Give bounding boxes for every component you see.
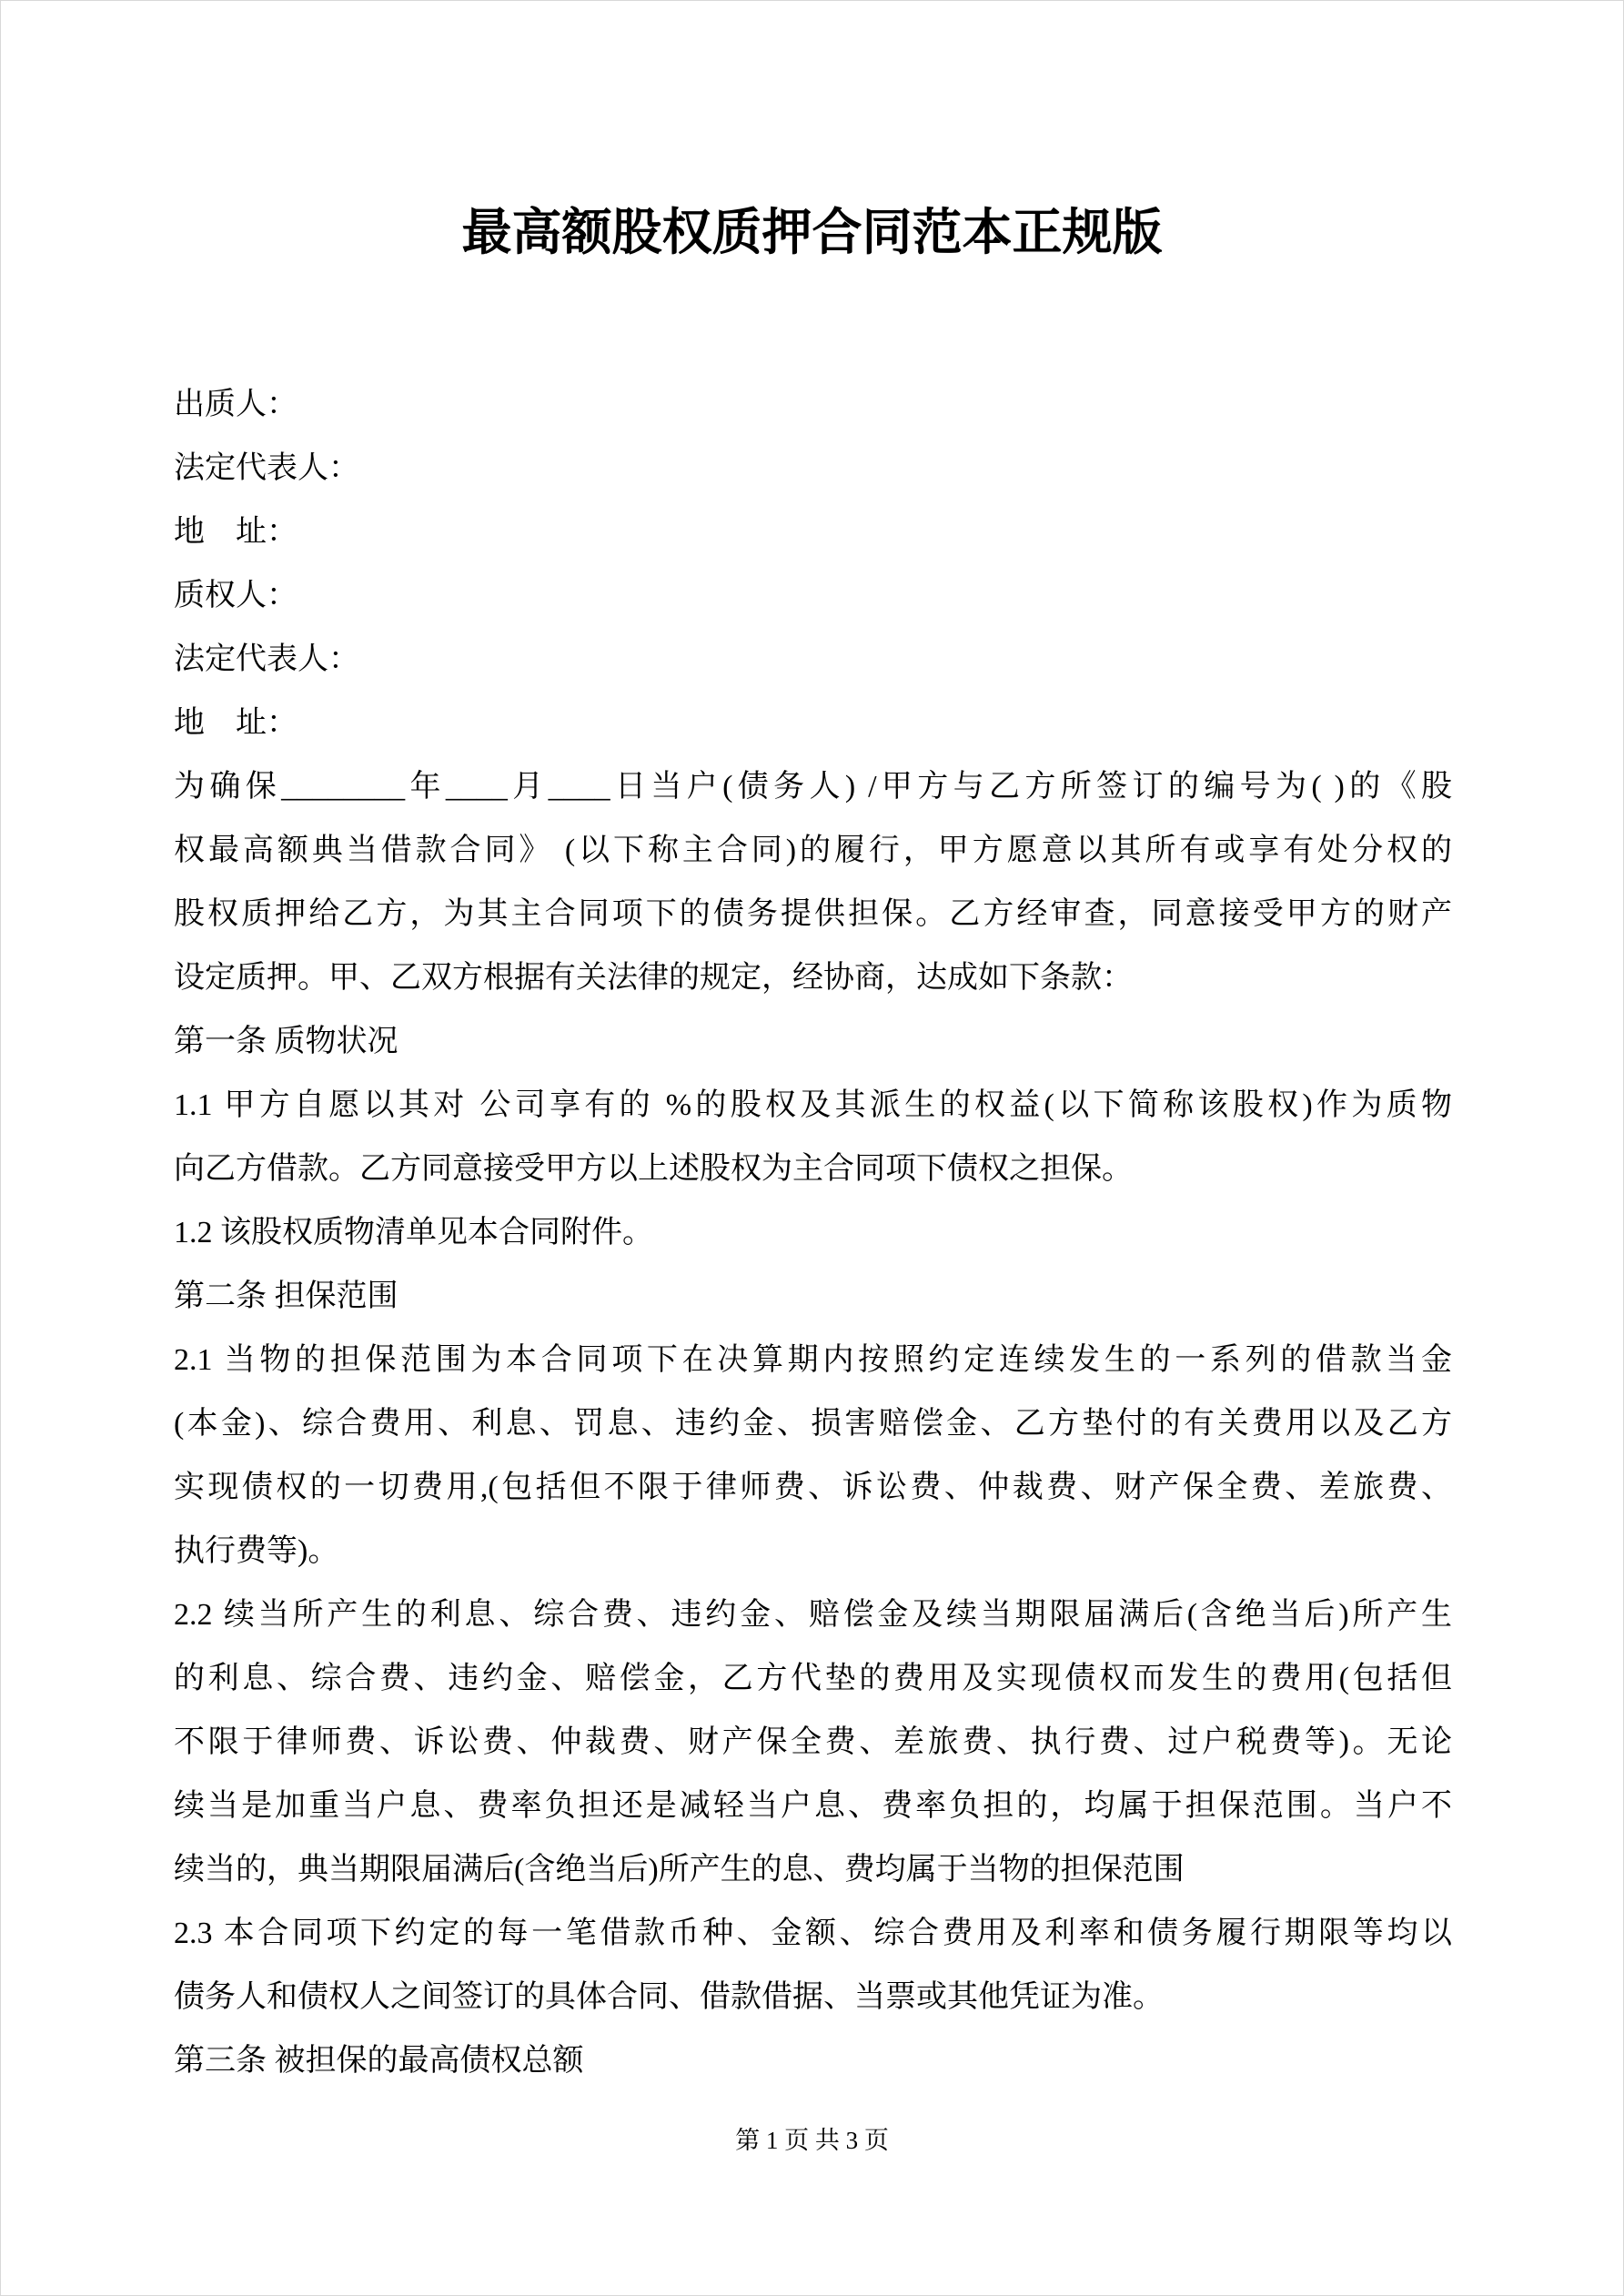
text-line: 出质人： bbox=[174, 388, 298, 421]
text-line: 续当是加重当户息、费率负担还是减轻当户息、费率负担的，均属于担保范围。当户不 bbox=[174, 1789, 1452, 1823]
document-body bbox=[174, 373, 1452, 2093]
page-number-footer: 第 1 页 共 3 页 bbox=[735, 2127, 889, 2154]
text-line: 法定代表人： bbox=[174, 451, 359, 485]
text-line: 设定质押。甲、乙双方根据有关法律的规定，经协商，达成如下条款： bbox=[174, 961, 1133, 995]
text-line: 执行费等)。 bbox=[174, 1534, 339, 1568]
text-line: 地 址： bbox=[174, 515, 298, 549]
text-line: 法定代表人： bbox=[174, 642, 359, 676]
text-line: 实现债权的一切费用,(包括但不限于律师费、诉讼费、仲裁费、财产保全费、差旅费、 bbox=[174, 1471, 1452, 1504]
text-line: 不限于律师费、诉讼费、仲裁费、财产保全费、差旅费、执行费、过户税费等)。无论 bbox=[174, 1725, 1452, 1759]
text-line: 第一条 质物状况 bbox=[174, 1025, 398, 1058]
text-line: (本金)、综合费用、利息、罚息、违约金、损害赔偿金、乙方垫付的有关费用以及乙方 bbox=[174, 1407, 1452, 1441]
text-line: 2.3 本合同项下约定的每一笔借款币种、金额、综合费用及利率和债务履行期限等均以 bbox=[174, 1917, 1452, 1950]
text-line: 第二条 担保范围 bbox=[174, 1279, 398, 1313]
text-line: 续当的，典当期限届满后(含绝当后)所产生的息、费均属于当物的担保范围 bbox=[174, 1853, 1185, 1886]
text-line: 质权人： bbox=[174, 579, 298, 612]
text-line: 向乙方借款。乙方同意接受甲方以上述股权为主合同项下债权之担保。 bbox=[174, 1152, 1133, 1186]
text-line: 的利息、综合费、违约金、赔偿金，乙方代垫的费用及实现债权而发生的费用(包括但 bbox=[174, 1662, 1452, 1695]
text-line: 为确保________年____月____日当户(债务人) /甲方与乙方所签订的编号为( )的《股 bbox=[174, 770, 1452, 804]
text-line: 债务人和债权人之间签订的具体合同、借款借据、当票或其他凭证为准。 bbox=[174, 1980, 1164, 2014]
text-line: 1.2 该股权质物清单见本合同附件。 bbox=[174, 1216, 653, 1249]
text-line: 地 址： bbox=[174, 706, 298, 740]
text-line: 2.1 当物的担保范围为本合同项下在决算期内按照约定连续发生的一系列的借款当金 bbox=[174, 1343, 1452, 1377]
document-title: 最高额股权质押合同范本正规版 bbox=[461, 205, 1163, 260]
text-line: 第三条 被担保的最高债权总额 bbox=[174, 2044, 584, 2078]
text-line: 权最高额典当借款合同》 (以下称主合同)的履行，甲方愿意以其所有或享有处分权的 bbox=[174, 834, 1452, 867]
text-line: 股权质押给乙方，为其主合同项下的债务提供担保。乙方经审查，同意接受甲方的财产 bbox=[174, 897, 1452, 931]
text-line: 2.2 续当所产生的利息、综合费、违约金、赔偿金及续当期限届满后(含绝当后)所产生 bbox=[174, 1598, 1452, 1632]
text-line: 1.1 甲方自愿以其对 公司享有的 %的股权及其派生的权益(以下简称该股权)作为质物 bbox=[174, 1088, 1452, 1122]
